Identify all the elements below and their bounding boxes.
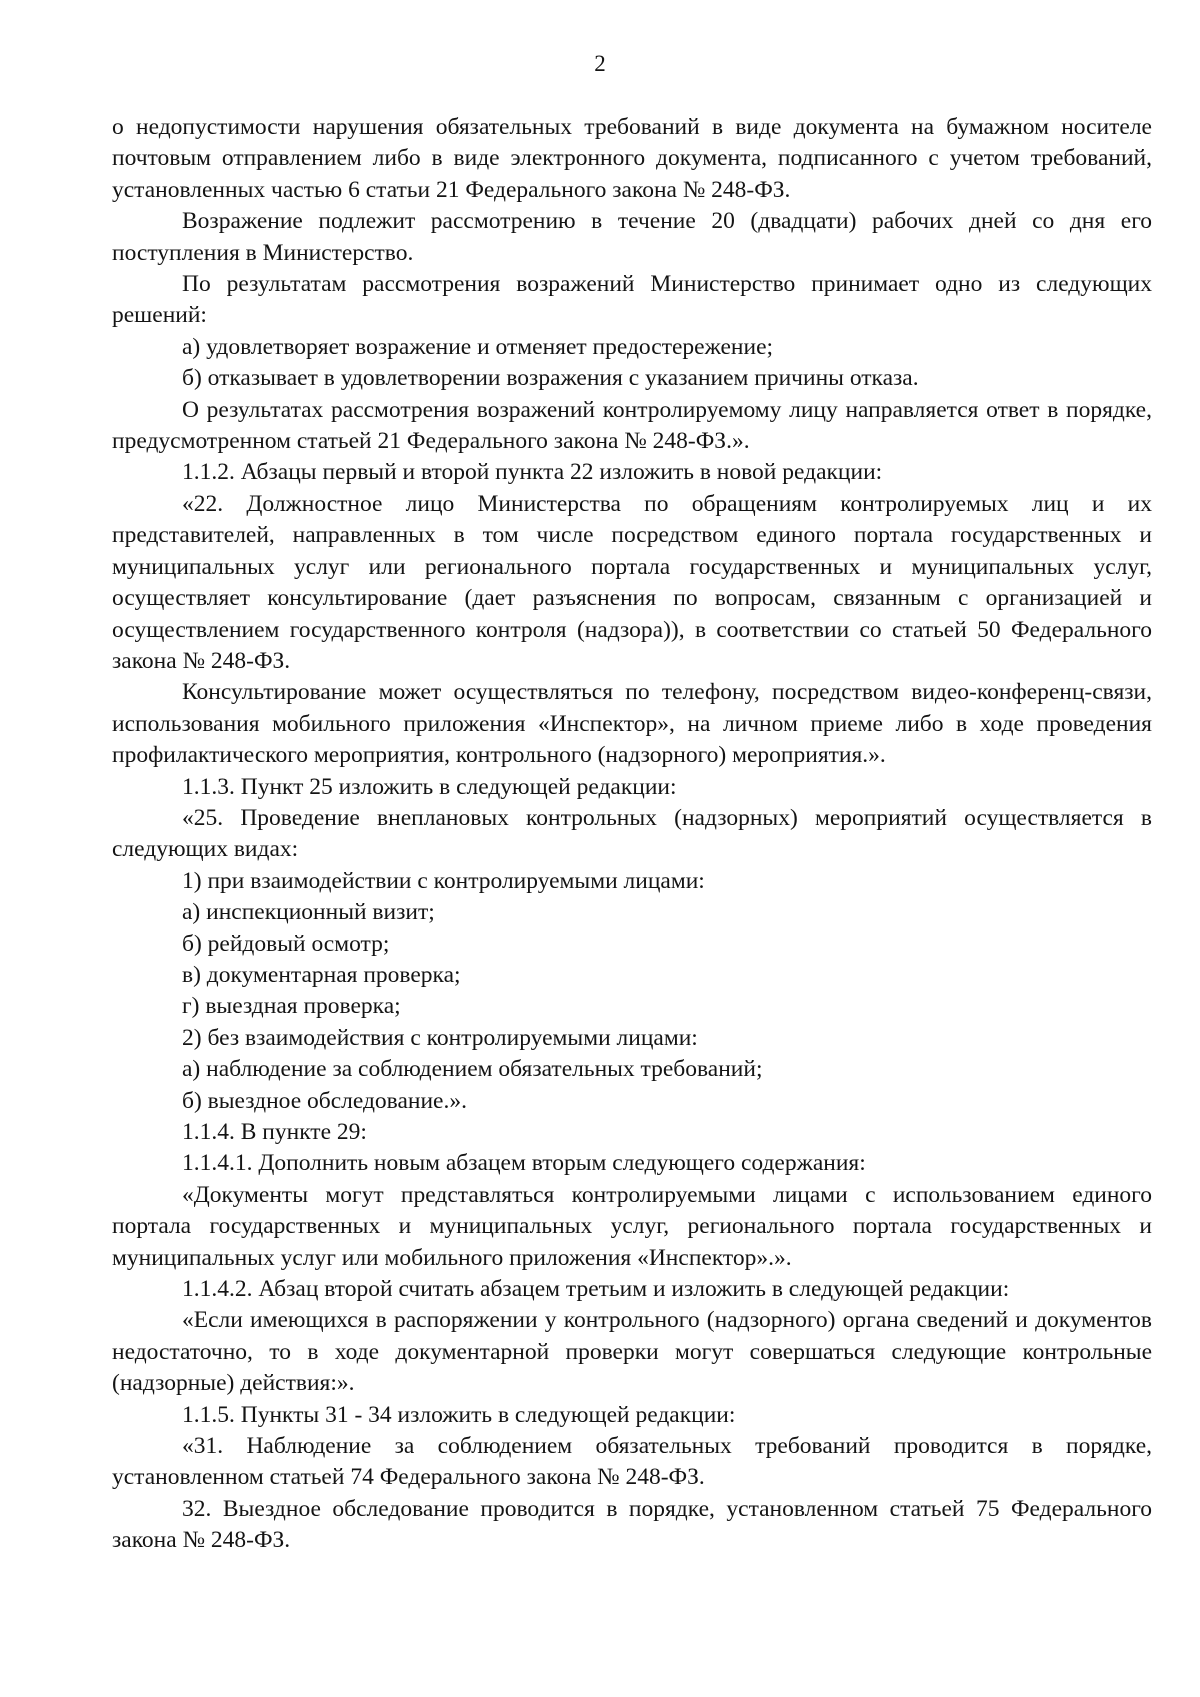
paragraph: «25. Проведение внеплановых контрольных (надзорных) мероприятий осуществляется в следующих видах: — [112, 804, 1152, 863]
paragraph: 1.1.4. В пункте 29: — [182, 1119, 367, 1145]
paragraph: «Если имеющихся в распоряжении у контрольного (надзорного) органа сведений и документов недостаточно, то в ходе документарной проверки могут совершаться следующие контрольные (надзорные) действия:». — [112, 1307, 1152, 1397]
paragraph: «22. Должностное лицо Министерства по обращениям контролируемых лиц и их представителей, направленных в том числе посредством единого портала государственных и муниципальных услуг или регионального портала государственных и муниципальных услуг, осуществляет консультирование (дает разъяснения по вопросам, связанным с организацией и осуществлением государственного контроля (надзора)), в соответствии со статьей 50 Федерального закона № 248-ФЗ. — [112, 490, 1152, 674]
paragraph: а) удовлетворяет возражение и отменяет предостережение; — [182, 333, 774, 360]
paragraph: 32. Выездное обследование проводится в порядке, установленном статьей 75 Федерального закона № 248-ФЗ. — [112, 1495, 1152, 1554]
paragraph: «31. Наблюдение за соблюдением обязательных требований проводится в порядке, установленном статьей 74 Федерального закона № 248-ФЗ. — [112, 1433, 1152, 1491]
paragraph: 1) при взаимодействии с контролируемыми лицами: — [182, 867, 705, 894]
paragraph: г) выездная проверка; — [182, 993, 401, 1020]
paragraph: «Документы могут представляться контролируемыми лицами с использованием единого портала государственных и муниципальных услуг, регионального портала государственных и муниципальных услуг или мобильного приложения «Инспектор».». — [112, 1181, 1152, 1271]
paragraph: б) отказывает в удовлетворении возражения с указанием причины отказа. — [182, 365, 919, 392]
paragraph: О результатах рассмотрения возражений контролируемому лицу направляется ответ в порядке, предусмотренном статьей 21 Федерального закона № 248-ФЗ.». — [112, 396, 1152, 455]
paragraph: 1.1.5. Пункты 31 - 34 изложить в следующей редакции: — [182, 1401, 736, 1428]
paragraph: б) выездное обследование.». — [182, 1087, 467, 1114]
paragraph: в) документарная проверка; — [182, 961, 461, 988]
document-body — [112, 112, 1152, 1557]
paragraph: 1.1.4.2. Абзац второй считать абзацем третьим и изложить в следующей редакции: — [182, 1276, 1010, 1303]
paragraph: 2) без взаимодействия с контролируемыми лицами: — [182, 1024, 698, 1051]
paragraph: б) рейдовый осмотр; — [182, 930, 390, 957]
paragraph: 1.1.3. Пункт 25 изложить в следующей редакции: — [182, 773, 677, 800]
paragraph: а) наблюдение за соблюдением обязательных требований; — [182, 1056, 763, 1083]
paragraph: а) инспекционный визит; — [182, 899, 435, 926]
paragraph: По результатам рассмотрения возражений Министерство принимает одно из следующих решений: — [112, 271, 1152, 329]
paragraph: о недопустимости нарушения обязательных требований в виде документа на бумажном носителе почтовым отправлением либо в виде электронного документа, подписанного с учетом требований, установленных частью 6 статьи 21 Федерального закона № 248-ФЗ. — [112, 114, 1152, 203]
paragraph: 1.1.2. Абзацы первый и второй пункта 22 изложить в новой редакции: — [182, 459, 883, 486]
paragraph: Возражение подлежит рассмотрению в течение 20 (двадцати) рабочих дней со дня его поступления в Министерство. — [112, 208, 1152, 266]
paragraph: Консультирование может осуществляться по телефону, посредством видео-конференц-связи, использования мобильного приложения «Инспектор», на личном приеме либо в ходе проведения профилактического мероприятия, контрольного (надзорного) мероприятия.». — [112, 679, 1152, 769]
paragraph: 1.1.4.1. Дополнить новым абзацем вторым следующего содержания: — [182, 1150, 866, 1177]
page-number: 2 — [594, 51, 606, 76]
